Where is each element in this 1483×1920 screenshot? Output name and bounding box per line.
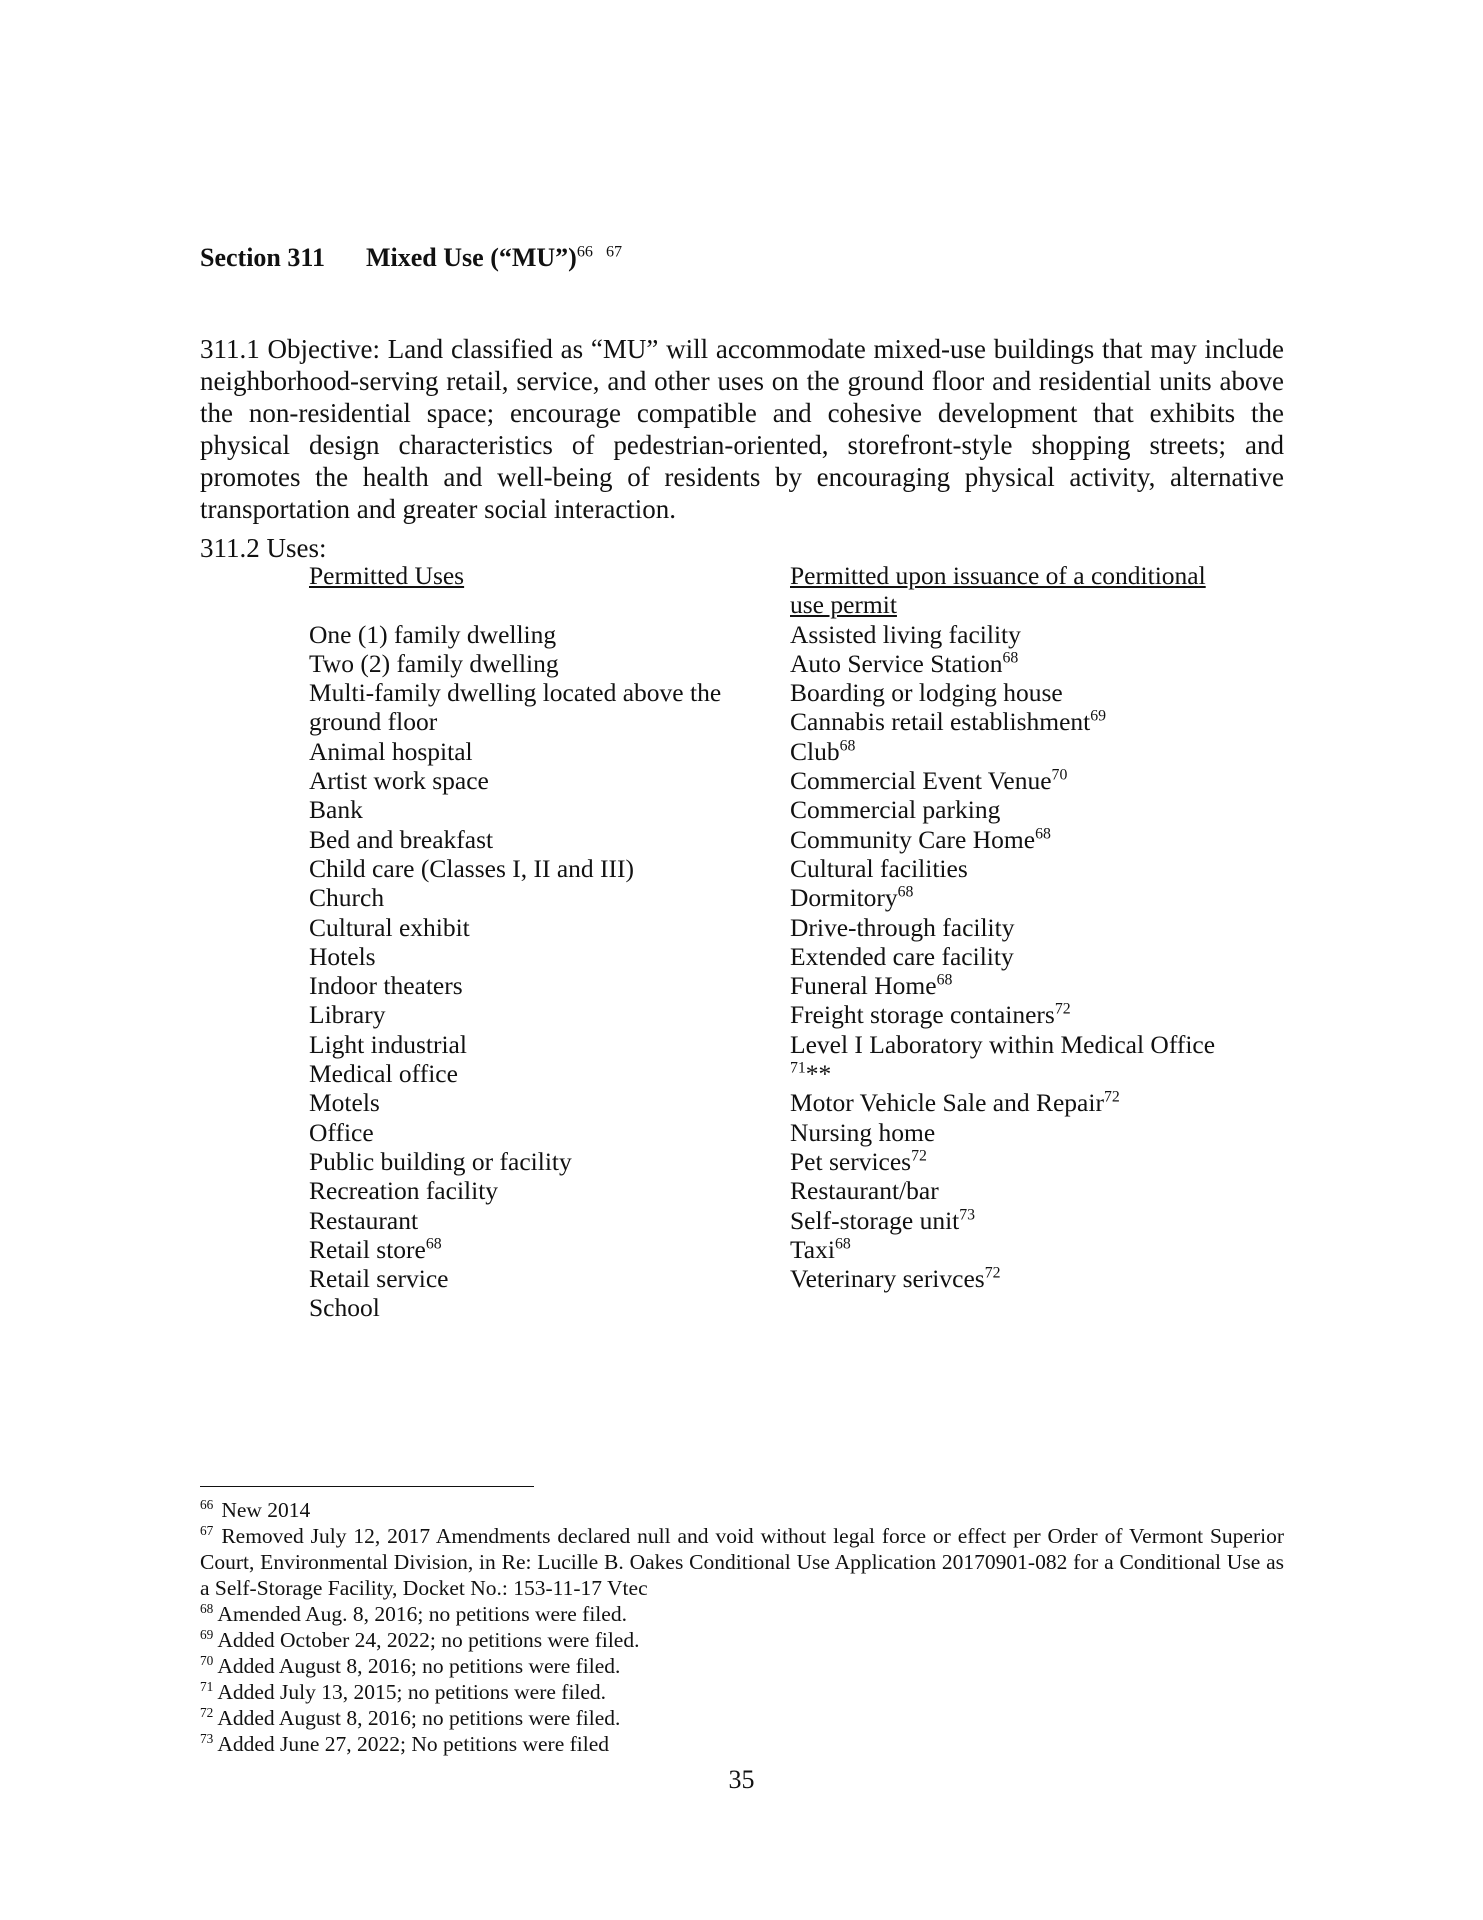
use-label: Indoor theaters (309, 971, 463, 1001)
footnote-ref[interactable]: 72 (984, 1264, 1001, 1282)
footnote (200, 1497, 1284, 1523)
use-list-item (309, 883, 769, 912)
footnote-text: Removed July 12, 2017 Amendments declared null and void without legal force or effect per Order of Vermont Superior Court, Environmental Division, in Re: Lucille B. Oakes Conditional Use Application 20170901-082 for a Conditional Use as a Self-Storage Facility, Docket No.: 153-11-17 Vtec (200, 1524, 1284, 1600)
objective-paragraph: 311.1 Objective: Land classified as “MU” will accommodate mixed-use buildings that may include neighborhood-serving retail, service, and other uses on the ground floor and residential units above the non-residential space; encourage compatible and cohesive development that exhibits the physical design characteristics of pedestrian-oriented, storefront-style shopping streets; and promotes the health and well-being of residents by encouraging physical activity, alternative transportation and greater social interaction. (200, 334, 1284, 524)
footnote-ref[interactable]: 68 (839, 737, 856, 755)
footnote-text: Added June 27, 2022; No petitions were filed (217, 1732, 610, 1756)
use-label: Recreation facility (309, 1176, 499, 1206)
use-list-item (790, 971, 1250, 1000)
permitted-uses-heading: Permitted Uses (309, 561, 465, 590)
permitted-uses-column (309, 561, 769, 1323)
use-list-item (309, 707, 769, 736)
use-label: Community Care Home (790, 824, 1036, 854)
use-label: Assisted living facility (790, 619, 1021, 649)
use-label: Boarding or lodging house (790, 678, 1063, 708)
use-label: Pet services (790, 1146, 912, 1176)
footnote-text: Added July 13, 2015; no petitions were filed. (217, 1680, 607, 1704)
footnote-ref[interactable]: 68 (834, 1235, 851, 1253)
use-list-item (309, 1206, 769, 1235)
footnote (200, 1731, 1284, 1757)
footnote (200, 1601, 1284, 1627)
use-list-item (309, 795, 769, 824)
use-label: Bank (309, 795, 363, 825)
use-label: Bed and breakfast (309, 824, 494, 854)
use-list-item (309, 766, 769, 795)
footnote (200, 1679, 1284, 1705)
use-list-item (309, 1293, 769, 1322)
use-list-item (309, 1176, 769, 1205)
footnote-text: New 2014 (221, 1498, 311, 1522)
use-label: Nursing home (790, 1117, 936, 1147)
use-list-item (790, 1176, 1250, 1205)
use-list-item (790, 737, 1250, 766)
footnote (200, 1523, 1284, 1601)
use-list-item (790, 883, 1250, 912)
use-list-item (790, 1030, 1250, 1059)
use-label: Church (309, 883, 385, 913)
use-label: Cultural exhibit (309, 912, 470, 942)
footnote (200, 1653, 1284, 1679)
use-label: Taxi (790, 1234, 835, 1264)
use-list-item (790, 942, 1250, 971)
use-list-item (309, 1235, 769, 1264)
use-list-item (790, 1147, 1250, 1176)
use-label: Artist work space (309, 766, 489, 796)
footnote-number: 72 (200, 1704, 214, 1720)
use-list-item (790, 1118, 1250, 1147)
use-list-item (309, 1088, 769, 1117)
use-label: Self-storage unit (790, 1205, 960, 1235)
footnote-ref[interactable]: 70 (1051, 766, 1068, 784)
use-label: Freight storage containers (790, 1000, 1055, 1030)
footnote (200, 1627, 1284, 1653)
page-number: 35 (728, 1765, 755, 1794)
use-label: Library (309, 1000, 386, 1030)
use-list-item (790, 913, 1250, 942)
footnote-ref[interactable]: 68 (1035, 825, 1051, 843)
use-label: Medical office (309, 1059, 458, 1089)
use-list-item (790, 1235, 1250, 1264)
use-list-item (309, 971, 769, 1000)
footnote-ref[interactable]: 72 (1054, 1000, 1071, 1018)
use-label: Retail service (309, 1264, 449, 1294)
permitted-uses-list (309, 620, 769, 1323)
conditional-uses-heading-cont: use permit (790, 590, 897, 620)
footnotes (200, 1497, 1284, 1757)
use-list-item (309, 1059, 769, 1088)
use-list-item (309, 854, 769, 883)
use-list-item (790, 707, 1250, 736)
use-label: Public building or facility (309, 1146, 572, 1176)
section-heading (200, 243, 622, 273)
use-label: Office (309, 1117, 374, 1147)
use-label: Club (790, 736, 840, 766)
use-label: Motels (309, 1088, 380, 1118)
use-list-item (790, 620, 1250, 649)
footnote-ref[interactable]: 68 (897, 883, 914, 901)
use-list-item (309, 913, 769, 942)
use-label: School (309, 1293, 380, 1323)
use-list-item (309, 649, 769, 678)
footnote-text: Amended Aug. 8, 2016; no petitions were filed. (217, 1602, 627, 1626)
section-title: Mixed Use (“MU”) (366, 243, 577, 272)
uses-title: 311.2 Uses: (200, 533, 327, 563)
footnote-ref[interactable]: 66 (576, 243, 593, 261)
footnote-text: Added August 8, 2016; no petitions were filed. (217, 1706, 621, 1730)
use-list-item (790, 649, 1250, 678)
use-list-item (309, 1030, 769, 1059)
footnote-text: Added August 8, 2016; no petitions were filed. (217, 1654, 621, 1678)
footnote (200, 1705, 1284, 1731)
use-label: Child care (Classes I, II and III) (309, 853, 635, 883)
footnote-ref[interactable]: 71 (790, 1059, 806, 1077)
use-label: Level I Laboratory within Medical Office (790, 1029, 1216, 1059)
footnote-number: 67 (200, 1522, 214, 1538)
footnote-ref[interactable]: 67 (605, 243, 623, 261)
use-label: Animal hospital (309, 736, 473, 766)
use-list-item (790, 854, 1250, 883)
footnote-divider (200, 1486, 534, 1487)
footnote-number: 71 (200, 1678, 214, 1694)
footnote-number: 70 (200, 1652, 214, 1668)
use-label: One (1) family dwelling (309, 619, 557, 649)
footnote-ref[interactable]: 72 (1103, 1088, 1120, 1106)
section-number: Section 311 (200, 243, 325, 272)
footnote-number: 66 (200, 1496, 214, 1512)
footnote-ref[interactable]: 68 (425, 1235, 442, 1253)
footnote-text: Added October 24, 2022; no petitions were filed. (217, 1628, 640, 1652)
use-list-item (790, 825, 1250, 854)
use-list-item (790, 678, 1250, 707)
use-label: Auto Service Station (790, 648, 1003, 678)
use-list-item (790, 795, 1250, 824)
use-list-item (309, 620, 769, 649)
use-list-item (309, 1264, 769, 1293)
footnote-number: 68 (200, 1600, 214, 1616)
use-label: Dormitory (790, 883, 898, 913)
use-list-item (309, 1000, 769, 1029)
use-list-item (309, 825, 769, 854)
use-list-item (790, 766, 1250, 795)
use-list-item (309, 1118, 769, 1147)
use-label: Restaurant/bar (790, 1176, 939, 1206)
footnote-number: 73 (200, 1730, 214, 1746)
use-list-item (309, 678, 769, 707)
use-list-item (790, 1264, 1250, 1293)
use-list-item (309, 737, 769, 766)
use-list-item (790, 1206, 1250, 1235)
footnote-ref[interactable]: 68 (936, 971, 953, 989)
use-list-item (790, 1059, 1250, 1088)
use-label: Extended care facility (790, 941, 1014, 971)
use-label: Motor Vehicle Sale and Repair (790, 1088, 1104, 1118)
use-label: Restaurant (309, 1205, 419, 1235)
use-list-item (790, 1000, 1250, 1029)
use-label: Cannabis retail establishment (790, 707, 1091, 737)
use-label: Funeral Home (790, 971, 937, 1001)
footnote-ref[interactable]: 68 (1002, 649, 1019, 667)
use-list-item (790, 1088, 1250, 1117)
use-list-item (309, 1147, 769, 1176)
conditional-uses-list (790, 620, 1250, 1294)
conditional-uses-heading: Permitted upon issuance of a conditional (790, 561, 1206, 590)
footnote-ref[interactable]: 69 (1090, 707, 1107, 725)
use-label: Veterinary serivces (790, 1264, 985, 1294)
use-list-item (309, 942, 769, 971)
use-label: Drive-through facility (790, 912, 1015, 942)
use-label: Hotels (309, 941, 376, 971)
use-label: Light industrial (309, 1029, 467, 1059)
footnote-ref[interactable]: 73 (959, 1206, 976, 1224)
use-label: ground floor (309, 707, 438, 737)
conditional-uses-column (790, 561, 1250, 1293)
use-label: Commercial Event Venue (790, 766, 1052, 796)
footnote-ref[interactable]: 72 (911, 1147, 927, 1165)
use-label: Multi-family dwelling located above the (309, 678, 722, 708)
use-label: Two (2) family dwelling (309, 648, 559, 678)
use-label: Retail store (309, 1234, 426, 1264)
use-label: Commercial parking (790, 795, 1001, 825)
footnote-number: 69 (200, 1626, 214, 1642)
use-label: Cultural facilities (790, 853, 968, 883)
use-label: ** (805, 1059, 832, 1089)
